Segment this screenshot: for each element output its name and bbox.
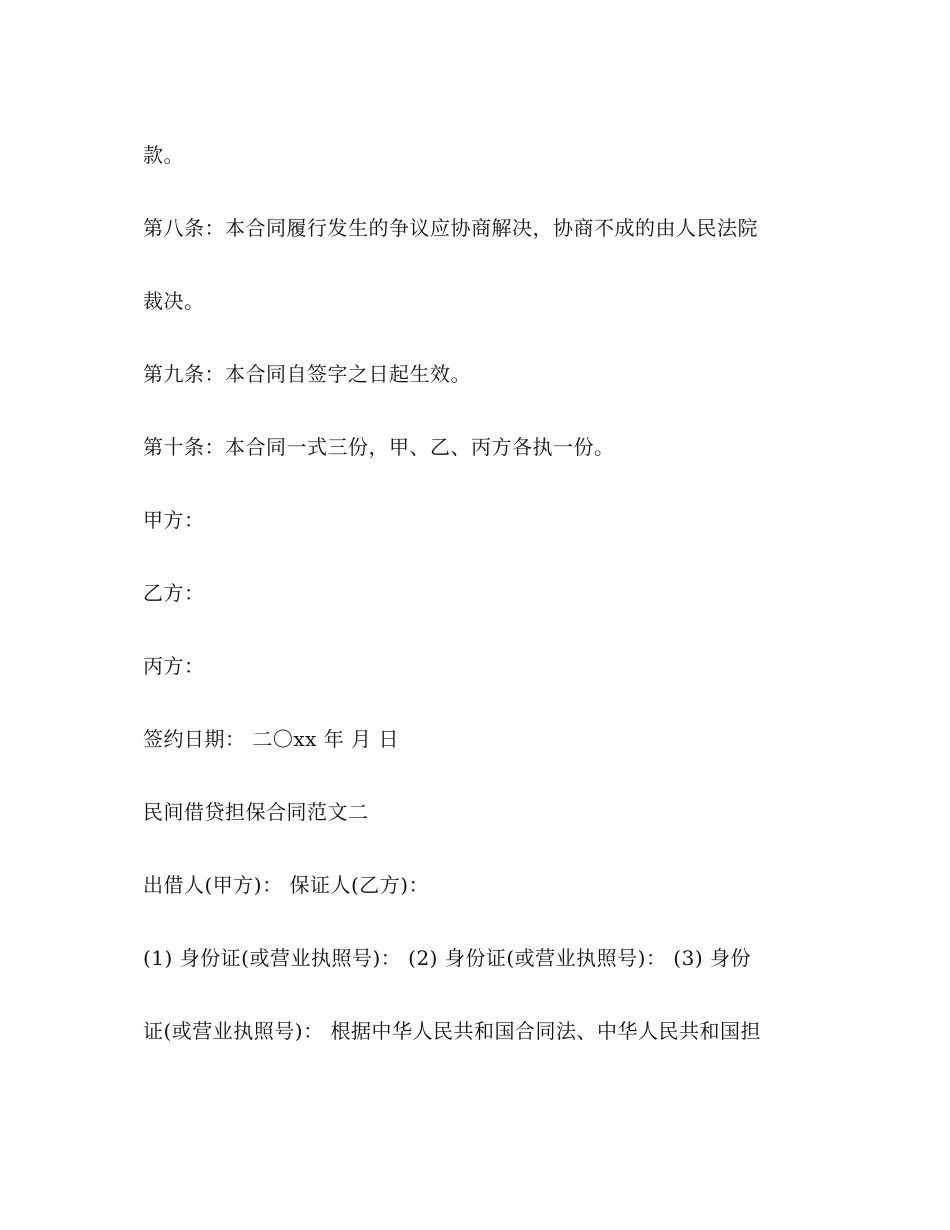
signature-party-b: 乙方： [143,581,205,605]
text-line-id-numbers-cont: 证(或营业执照号)： 根据中华人民共和国合同法、中华人民共和国担 [143,1019,761,1043]
text-line-article-10: 第十条：本合同一式三份，甲、乙、丙方各执一份。 [143,435,615,459]
text-line-article-8: 第八条：本合同履行发生的争议应协商解决，协商不成的由人民法院 [143,216,758,240]
text-line-id-numbers: (1) 身份证(或营业执照号)： (2) 身份证(或营业执照号)： (3) 身份 [143,946,751,970]
signature-party-a: 甲方： [143,508,205,532]
signing-date: 签约日期： 二〇xx 年 月 日 [143,727,399,751]
signature-party-c: 丙方： [143,654,205,678]
text-line-continuation: 款。 [143,143,184,167]
section-title: 民间借贷担保合同范文二 [143,800,369,824]
text-line-parties: 出借人(甲方)： 保证人(乙方)： [143,873,430,897]
text-line-article-9: 第九条：本合同自签字之日起生效。 [143,362,471,386]
text-line-article-8-cont: 裁决。 [143,289,205,313]
